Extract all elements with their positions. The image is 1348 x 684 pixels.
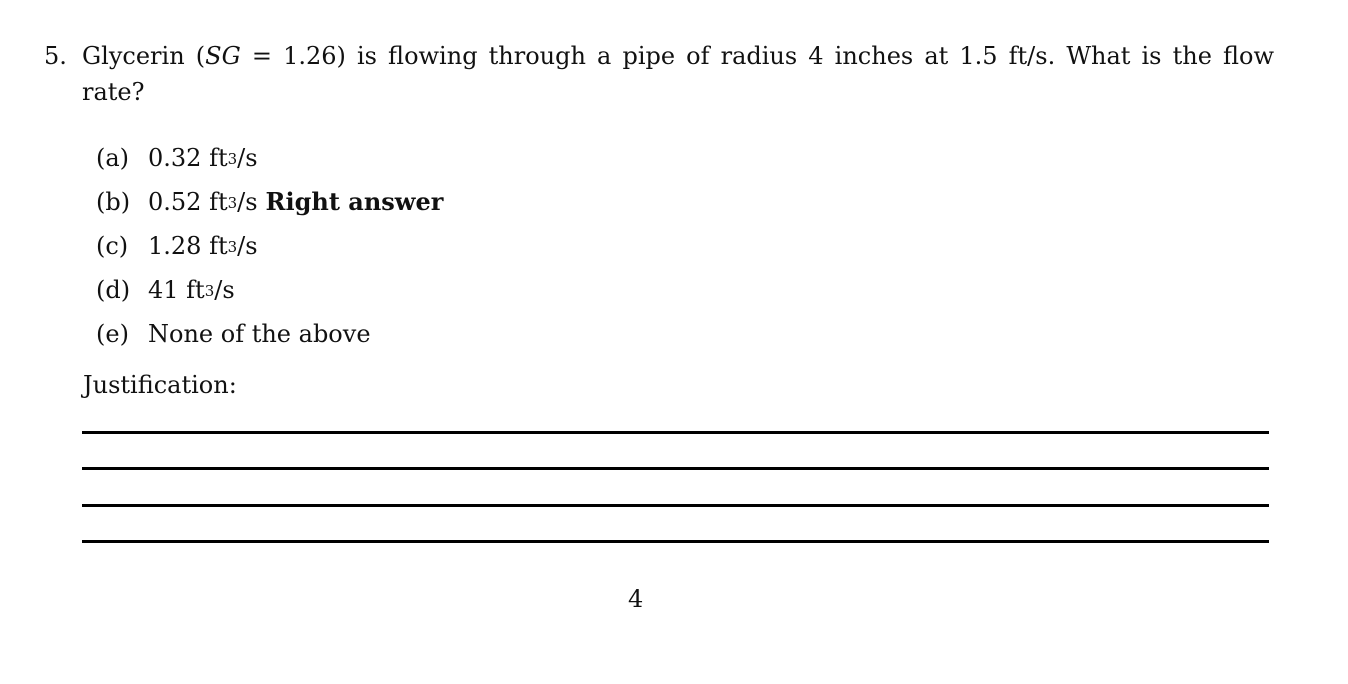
option-d [96,268,443,312]
question-number: 5. [44,42,67,70]
justification-label: Justification: [83,371,237,399]
option-label: (b) [96,188,131,216]
question-text [82,38,1274,110]
option-exponent: 3 [227,238,238,256]
answer-line [82,431,1269,434]
question-text-rest: = 1.26) is flowing through a pipe of radius 4 inches at 1.5 ft/s. What is the flow rate? [82,42,1274,106]
option-value: 0.52 ft [148,188,228,216]
option-c [96,224,443,268]
answer-line [82,467,1269,470]
option-label: (e) [96,320,129,348]
option-label: (d) [96,276,131,304]
option-unit: /s [214,276,235,304]
option-unit: /s [237,188,258,216]
option-b [96,180,443,224]
option-unit: /s [237,232,258,260]
option-value: None of the above [148,320,371,348]
option-value: 41 ft [148,276,205,304]
answer-line [82,540,1269,543]
answer-options [96,136,443,356]
answer-line [82,504,1269,507]
option-e [96,312,443,356]
option-value: 0.32 ft [148,144,228,172]
option-value: 1.28 ft [148,232,228,260]
option-label: (a) [96,144,130,172]
option-a [96,136,443,180]
question-text-start: Glycerin ( [82,42,206,70]
option-exponent: 3 [227,150,238,168]
option-label: (c) [96,232,129,260]
specific-gravity-symbol: SG [205,42,241,70]
right-answer-note: Right answer [265,187,444,216]
page-number: 4 [628,585,644,613]
option-unit: /s [237,144,258,172]
option-exponent: 3 [227,194,238,212]
option-exponent: 3 [204,282,215,300]
question-block [44,38,1274,110]
